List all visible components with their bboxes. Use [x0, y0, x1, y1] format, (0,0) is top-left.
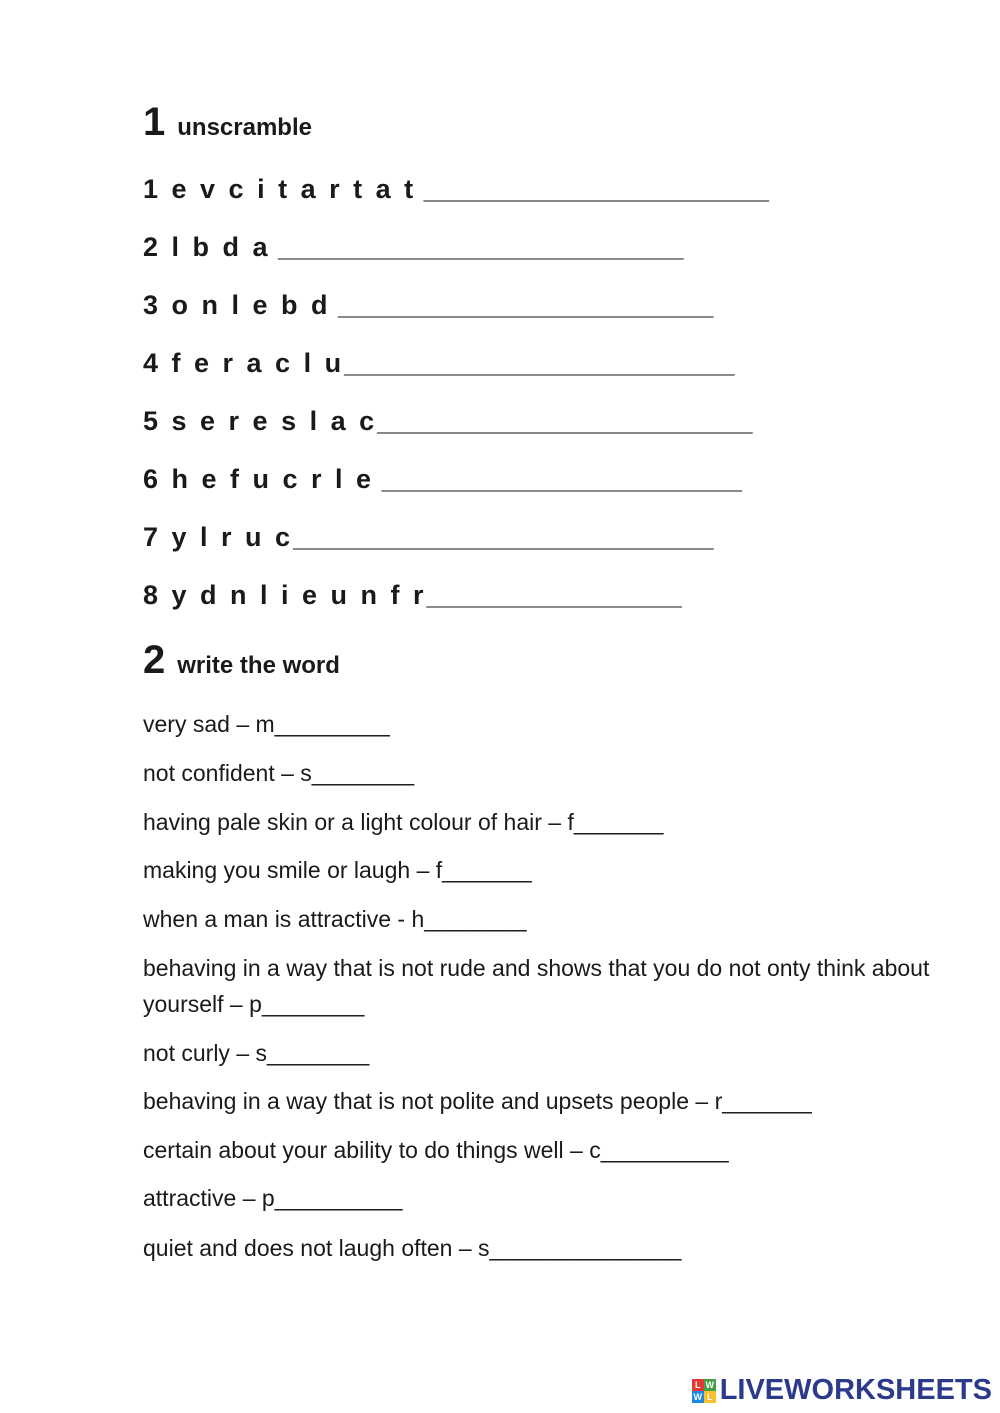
logo-mark-cell: W: [693, 1391, 702, 1402]
answer-blank[interactable]: _________________________: [377, 406, 753, 436]
section-2-title: write the word: [177, 652, 340, 679]
definition-item[interactable]: when a man is attractive - h________: [143, 906, 527, 932]
section-1-heading: [143, 100, 312, 145]
definition-item[interactable]: behaving in a way that is not rude and shows that you do not onty think about yourself – p________: [143, 955, 930, 1017]
definition-item[interactable]: very sad – m_________: [143, 711, 390, 737]
answer-blank[interactable]: __________________________: [344, 348, 735, 378]
section-2-number: 2: [143, 638, 166, 682]
scramble-letters: 1 e v c i t a r t a t: [143, 174, 417, 204]
scramble-item: [143, 290, 713, 321]
definition-item[interactable]: attractive – p__________: [143, 1185, 403, 1211]
scramble-letters: 2 l b d a: [143, 232, 271, 262]
section-1-number: 1: [143, 100, 166, 144]
definition-item[interactable]: behaving in a way that is not polite and upsets people – r_______: [143, 1088, 812, 1114]
scramble-item: [143, 580, 682, 611]
scramble-item: [143, 406, 753, 437]
answer-blank[interactable]: ___________________________: [270, 232, 684, 262]
scramble-item: [143, 522, 714, 553]
scramble-item: [143, 348, 735, 379]
liveworksheets-logo: [692, 1374, 992, 1407]
definition-item[interactable]: making you smile or laugh – f_______: [143, 857, 532, 883]
logo-mark-cell: W: [705, 1379, 714, 1390]
answer-blank[interactable]: _________________: [426, 580, 682, 610]
definition-item[interactable]: having pale skin or a light colour of hair – f_______: [143, 809, 664, 835]
answer-blank[interactable]: ________________________: [374, 464, 742, 494]
scramble-letters: 8 y d n l i e u n f r: [143, 580, 427, 610]
answer-blank[interactable]: _________________________: [330, 290, 714, 320]
scramble-letters: 5 s e r e s l a c: [143, 406, 378, 436]
definition-item[interactable]: not confident – s________: [143, 760, 415, 786]
scramble-item: [143, 464, 742, 495]
scramble-letters: 4 f e r a c l u: [143, 348, 345, 378]
answer-blank[interactable]: ____________________________: [293, 522, 714, 552]
scramble-letters: 7 y l r u c: [143, 522, 294, 552]
logo-mark-icon: [692, 1379, 716, 1403]
scramble-letters: 3 o n l e b d: [143, 290, 331, 320]
answer-blank[interactable]: _______________________: [416, 174, 769, 204]
scramble-item: [143, 232, 683, 263]
section-1-title: unscramble: [177, 114, 312, 141]
scramble-letters: 6 h e f u c r l e: [143, 464, 375, 494]
logo-mark-cell: L: [692, 1379, 704, 1391]
definition-item[interactable]: not curly – s________: [143, 1040, 370, 1066]
definition-item[interactable]: quiet and does not laugh often – s_______________: [143, 1235, 682, 1261]
definition-item[interactable]: certain about your ability to do things well – c__________: [143, 1137, 729, 1163]
logo-text: LIVEWORKSHEETS: [719, 1374, 992, 1406]
logo-mark-cell: L: [704, 1391, 716, 1403]
section-2-heading: [143, 638, 340, 683]
scramble-item: [143, 174, 769, 205]
